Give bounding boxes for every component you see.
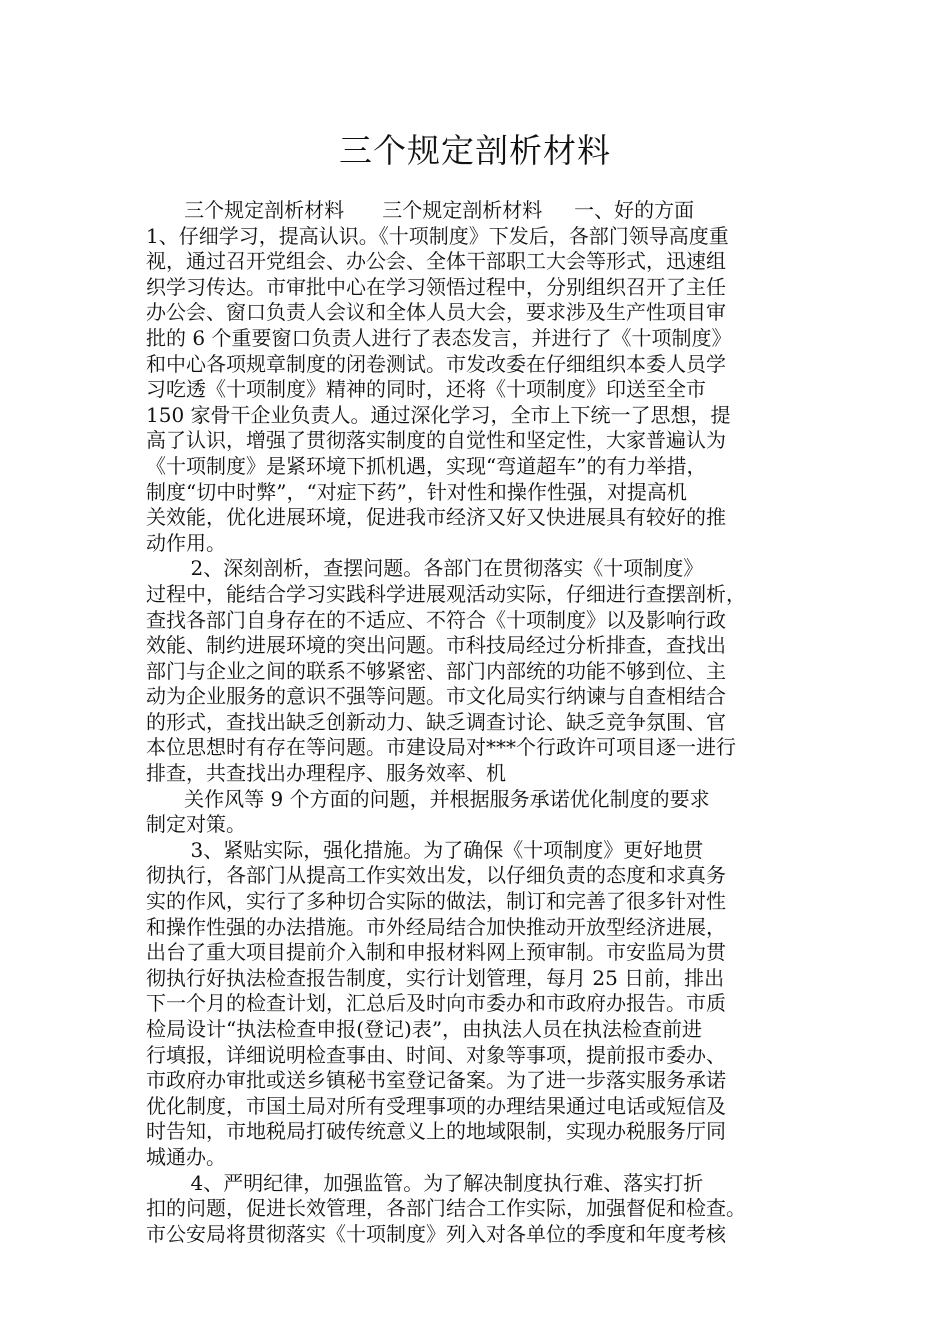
- body-line: 《十项制度》是紧环境下抓机遇，实现“弯道超车”的有力举措，: [146, 453, 707, 478]
- body-line: 动为企业服务的意识不强等问题。市文化局实行纳谏与自查相结合: [146, 684, 726, 709]
- body-line: 时告知，市地税局打破传统意义上的地域限制，实现办税服务厅同: [146, 1119, 726, 1144]
- body-line: 1、仔细学习，提高认识。《十项制度》下发后，各部门领导高度重: [146, 223, 729, 248]
- body-line: 优化制度，市国土局对所有受理事项的办理结果通过电话或短信及: [146, 1093, 726, 1118]
- body-line: 制定对策。: [146, 812, 246, 837]
- body-line: 视，通过召开党组会、办公会、全体干部职工大会等形式，迅速组: [146, 249, 726, 274]
- body-line: 三个规定剖析材料 三个规定剖析材料 一、好的方面: [146, 198, 695, 222]
- body-line: 办公会、窗口负责人会议和全体人员大会，要求涉及生产性项目审: [146, 300, 726, 325]
- body-line: 实的作风，实行了多种切合实际的做法，制订和完善了很多针对性: [146, 889, 726, 914]
- body-line: 关效能，优化进展环境，促进我市经济又好又快进展具有较好的推: [146, 505, 726, 530]
- body-line: 扣的问题，促进长效管理，各部门结合工作实际，加强督促和检查。: [146, 1196, 746, 1221]
- body-line: 城通办。: [146, 1144, 226, 1169]
- body-line: 4、严明纪律，加强监管。为了解决制度执行难、落实打折: [146, 1170, 704, 1195]
- body-line: 3、紧贴实际，强化措施。为了确保《十项制度》更好地贯: [146, 837, 704, 862]
- body-line: 织学习传达。市审批中心在学习领悟过程中，分别组织召开了主任: [146, 274, 726, 299]
- body-line: 高了认识，增强了贯彻落实制度的自觉性和坚定性，大家普遍认为: [146, 428, 726, 453]
- document-body: [146, 198, 826, 1247]
- body-line: 批的 6 个重要窗口负责人进行了表态发言，并进行了《十项制度》: [146, 325, 732, 350]
- body-line: 行填报，详细说明检查事由、时间、对象等事项，提前报市委办、: [146, 1042, 726, 1067]
- body-line: 动作用。: [146, 530, 226, 555]
- body-line: 下一个月的检查计划，汇总后及时向市委办和市政府办报告。市质: [146, 991, 726, 1016]
- body-line: 查找各部门自身存在的不适应、不符合《十项制度》以及影响行政: [146, 607, 726, 632]
- body-line: 排查，共查找出办理程序、服务效率、机: [146, 761, 506, 786]
- body-line: 关作风等 9 个方面的问题，并根据服务承诺优化制度的要求: [146, 786, 710, 811]
- body-line: 市公安局将贯彻落实《十项制度》列入对各单位的季度和年度考核: [146, 1221, 726, 1246]
- body-line: 和中心各项规章制度的闭卷测试。市发改委在仔细组织本委人员学: [146, 351, 726, 376]
- body-line: 市政府办审批或送乡镇秘书室登记备案。为了进一步落实服务承诺: [146, 1068, 726, 1093]
- body-line: 彻执行好执法检查报告制度，实行计划管理，每月 25 日前，排出: [146, 965, 725, 990]
- body-line: 习吃透《十项制度》精神的同时，还将《十项制度》印送至全市: [146, 377, 706, 402]
- body-line: 部门与企业之间的联系不够紧密、部门内部统的功能不够到位、主: [146, 658, 726, 683]
- body-line: 制度“切中时弊”，“对症下药”，针对性和操作性强，对提高机: [146, 479, 687, 504]
- body-line: 2、深刻剖析，查摆问题。各部门在贯彻落实《十项制度》: [146, 556, 704, 581]
- body-line: 本位思想时有存在等问题。市建设局对***个行政许可项目逐一进行: [146, 735, 736, 760]
- body-line: 彻执行，各部门从提高工作实效出发，以仔细负责的态度和求真务: [146, 863, 726, 888]
- body-line: 过程中，能结合学习实践科学进展观活动实际，仔细进行查摆剖析，: [146, 581, 746, 606]
- body-line: 效能、制约进展环境的突出问题。市科技局经过分析排查，查找出: [146, 633, 726, 658]
- body-line: 出台了重大项目提前介入制和申报材料网上预审制。市安监局为贯: [146, 940, 726, 965]
- body-line: 的形式，查找出缺乏创新动力、缺乏调查讨论、缺乏竞争氛围、官: [146, 709, 726, 734]
- body-line: 检局设计“执法检查申报(登记)表”，由执法人员在执法检查前进: [146, 1017, 703, 1041]
- page-title: 三个规定剖析材料: [339, 131, 611, 170]
- body-line: 和操作性强的办法措施。市外经局结合加快推动开放型经济进展，: [146, 914, 726, 939]
- body-line: 150 家骨干企业负责人。通过深化学习，全市上下统一了思想，提: [146, 402, 731, 427]
